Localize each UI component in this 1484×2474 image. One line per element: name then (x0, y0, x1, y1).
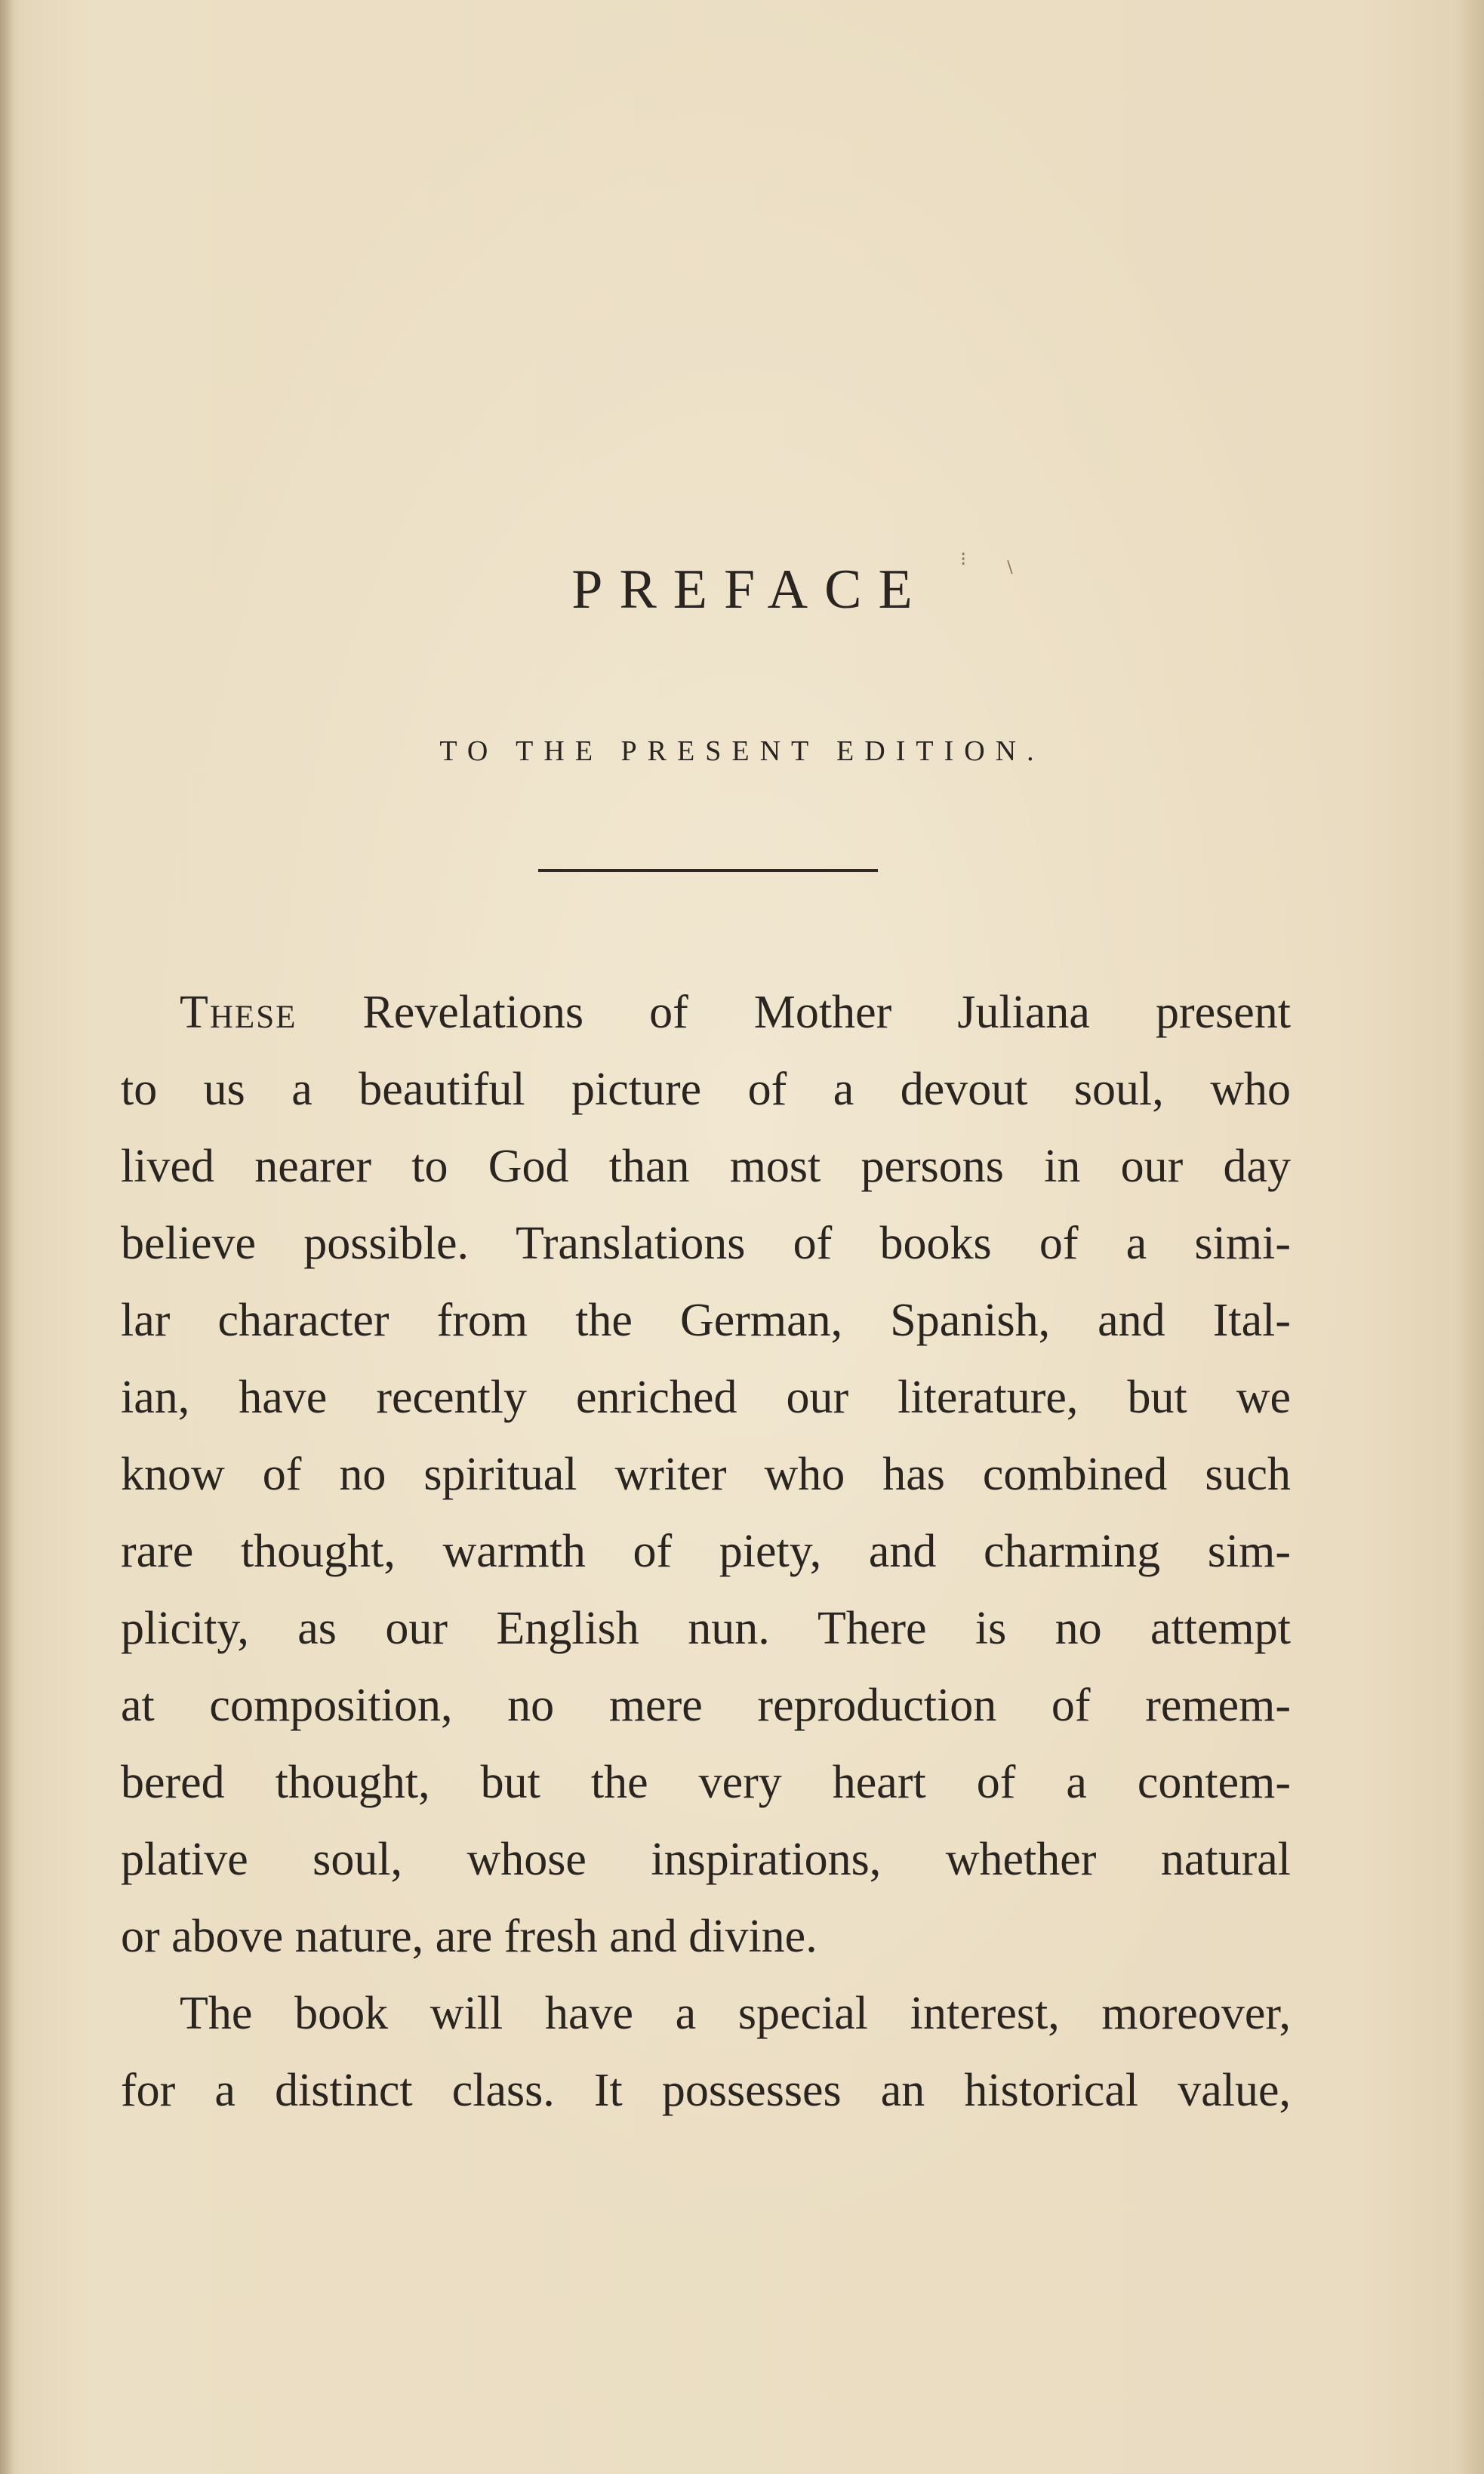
page-gutter-shadow (0, 0, 14, 2474)
preface-body (121, 974, 1291, 2129)
text-line: or above nature, are fresh and divine. (121, 1911, 817, 1962)
text-line: rare thought, warmth of piety, and charming sim- (121, 1526, 1291, 1577)
text-line: plicity, as our English nun. There is no attempt (121, 1603, 1291, 1654)
text-line: lar character from the German, Spanish, and Ital- (121, 1295, 1291, 1346)
text-line: know of no spiritual writer who has combined such (121, 1449, 1291, 1500)
text-line: for a distinct class. It possesses an historical value, (121, 2065, 1291, 2116)
lead-word: These (180, 987, 297, 1038)
text-line: The book will have a special interest, moreover, (180, 1988, 1291, 2039)
preface-title: PREFACE (571, 559, 929, 621)
text-line: plative soul, whose inspirations, whether natural (121, 1834, 1291, 1885)
preface-subtitle: TO THE PRESENT EDITION. (439, 735, 1045, 767)
text-line: believe possible. Translations of books of a simi- (121, 1218, 1291, 1269)
text-line: ian, have recently enriched our literature, but we (121, 1372, 1291, 1423)
text-line: lived nearer to God than most persons in our day (121, 1141, 1291, 1192)
text-line: at composition, no mere reproduction of remem- (121, 1680, 1291, 1731)
text-line: to us a beautiful picture of a devout soul, who (121, 1064, 1291, 1115)
text-line: bered thought, but the very heart of a contem- (121, 1757, 1291, 1808)
ink-mark: ⁝ (960, 548, 967, 571)
text-line: These Revelations of Mother Juliana present (180, 987, 1291, 1038)
divider-rule (538, 869, 878, 872)
ink-mark: ∖ (1004, 559, 1015, 578)
